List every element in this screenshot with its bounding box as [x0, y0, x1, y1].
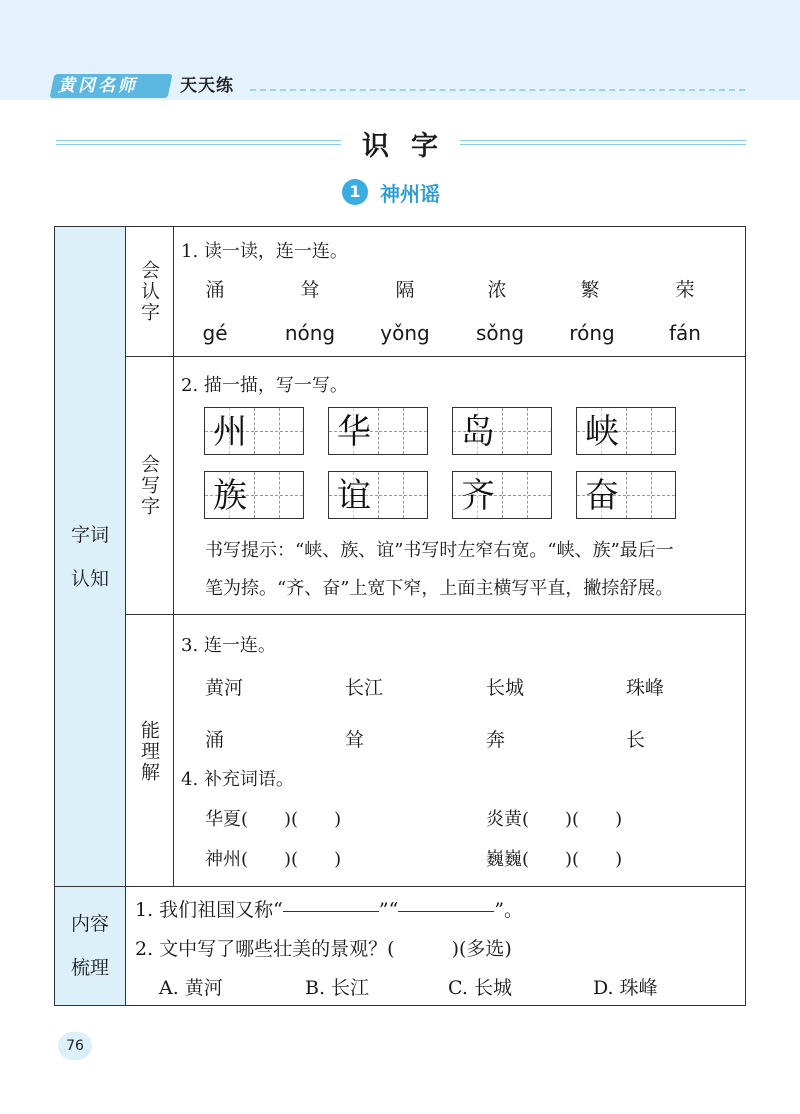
q1-char: 荣 — [675, 279, 695, 301]
content-q1-mid: ”“ — [378, 899, 399, 921]
category-word-knowledge — [55, 227, 126, 887]
q1-pinyin: nóng — [284, 321, 336, 345]
writing-grid[interactable] — [576, 471, 676, 519]
grid-char: 岛 — [461, 412, 495, 452]
option-a[interactable]: A. 黄河 — [159, 977, 223, 999]
q3-top-word[interactable]: 长城 — [486, 677, 525, 699]
series-name: 天天练 — [180, 76, 234, 96]
option-b[interactable]: B. 长江 — [305, 977, 370, 999]
writing-grid[interactable] — [328, 407, 428, 455]
q1-pinyin: sǒng — [475, 321, 525, 345]
subsection-understand-label: 能理解 — [138, 719, 160, 783]
q3-bottom-word[interactable]: 耸 — [345, 729, 365, 751]
exercise-table — [54, 226, 746, 1006]
writing-grid[interactable] — [452, 471, 552, 519]
grid-char: 奋 — [585, 476, 619, 516]
grid-char: 谊 — [337, 476, 371, 516]
category-content-line1: 内容 — [70, 913, 109, 935]
q1-label: 1. 读一读，连一连。 — [181, 241, 348, 262]
q1-pinyin: fán — [669, 321, 701, 345]
subsection-write — [126, 357, 174, 615]
category-word-knowledge-line2: 认知 — [70, 568, 109, 590]
q3-bottom-word[interactable]: 长 — [626, 729, 646, 751]
subsection-write-label: 会写字 — [138, 454, 160, 517]
writing-grid[interactable] — [328, 471, 428, 519]
page-number: 76 — [58, 1032, 92, 1060]
content-q1-suffix: ”。 — [494, 899, 524, 921]
answer-blank[interactable] — [398, 911, 494, 912]
q3-bottom-word[interactable]: 涌 — [205, 729, 225, 751]
lesson-name: 神州谣 — [380, 181, 440, 206]
row-divider-1 — [126, 356, 745, 357]
page-title: 识字 — [362, 131, 460, 162]
grid-char: 华 — [337, 412, 371, 452]
q3-top-word[interactable]: 黄河 — [205, 677, 244, 699]
lesson-heading — [342, 177, 440, 207]
q4-item[interactable]: 巍巍( )( ) — [486, 849, 623, 870]
q1-pinyin: róng — [569, 321, 615, 345]
title-rule-right — [460, 140, 746, 145]
grid-char: 峡 — [585, 412, 619, 452]
answer-blank[interactable] — [283, 911, 379, 912]
q3-top-word[interactable]: 珠峰 — [626, 677, 665, 699]
content-q2: 2. 文中写了哪些壮美的景观？( )(多选) — [135, 938, 512, 960]
brand-name: 黄冈名师 — [58, 76, 138, 96]
q1-char: 隔 — [395, 279, 415, 301]
q4-label: 4. 补充词语。 — [181, 769, 294, 790]
option-d[interactable]: D. 珠峰 — [593, 977, 658, 999]
q1-char: 繁 — [580, 279, 600, 301]
content-q1 — [135, 895, 523, 922]
writing-grid[interactable] — [576, 407, 676, 455]
grid-char: 族 — [213, 476, 247, 516]
content-q1-prefix: 1. 我们祖国又称“ — [135, 899, 283, 921]
header-divider — [250, 89, 745, 91]
category-content — [55, 887, 126, 1005]
option-c[interactable]: C. 长城 — [448, 977, 512, 999]
writing-hint-line2: 笔为捺。“齐、奋”上宽下窄，上面主横写平直，撇捺舒展。 — [205, 578, 674, 599]
writing-hint-line1: 书写提示：“峡、族、谊”书写时左窄右宽。“峡、族”最后一 — [205, 540, 674, 561]
grid-char: 齐 — [461, 476, 495, 516]
subsection-recognize — [126, 227, 174, 357]
subsection-understand — [126, 615, 174, 887]
title-rule-left — [56, 140, 341, 145]
q1-char: 耸 — [300, 279, 320, 301]
category-word-knowledge-line1: 字词 — [70, 524, 109, 546]
q1-pinyin: gé — [202, 321, 228, 345]
q3-bottom-word[interactable]: 奔 — [486, 729, 506, 751]
q1-char: 涌 — [205, 279, 225, 301]
q2-label: 2. 描一描，写一写。 — [181, 375, 348, 396]
q1-pinyin: yǒng — [380, 321, 430, 345]
row-divider-2 — [126, 614, 745, 615]
writing-grid[interactable] — [452, 407, 552, 455]
q3-top-word[interactable]: 长江 — [345, 677, 384, 699]
writing-grid[interactable] — [204, 407, 304, 455]
q4-item[interactable]: 神州( )( ) — [205, 849, 342, 870]
subsection-recognize-label: 会认字 — [138, 260, 160, 323]
category-content-line2: 梳理 — [70, 957, 109, 979]
lesson-number: 1 — [342, 179, 368, 205]
q4-item[interactable]: 炎黄( )( ) — [486, 809, 623, 830]
grid-char: 州 — [213, 412, 247, 452]
q1-char: 浓 — [487, 279, 507, 301]
q4-item[interactable]: 华夏( )( ) — [205, 809, 342, 830]
writing-grid[interactable] — [204, 471, 304, 519]
q3-label: 3. 连一连。 — [181, 635, 276, 656]
